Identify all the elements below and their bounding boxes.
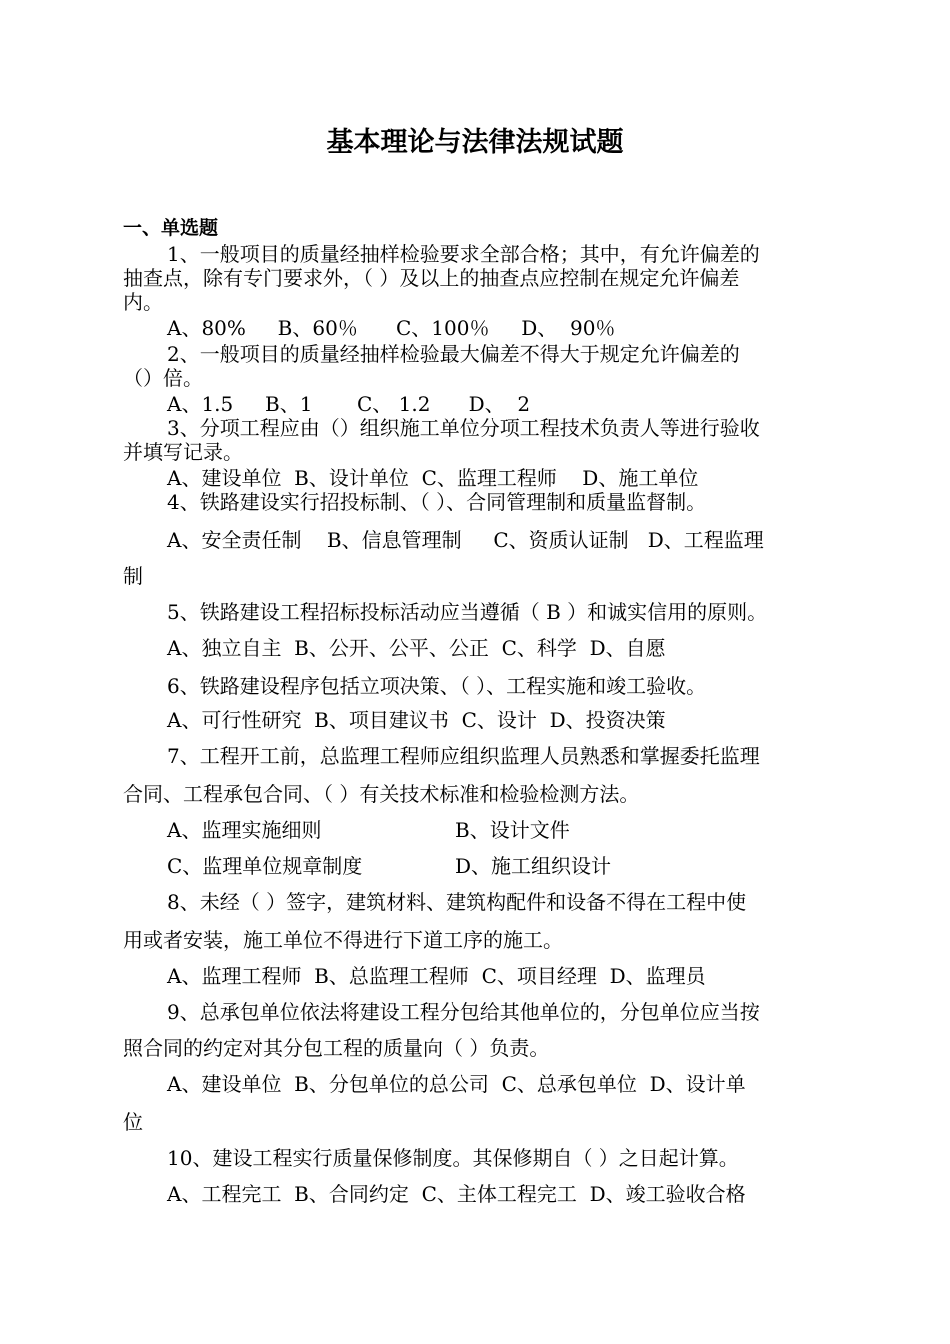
question-5-line-1: 5、铁路建设工程招标投标活动应当遵循（ B ）和诚实信用的原则。 — [167, 600, 768, 624]
question-4-options-line-1: A、安全责任制 B、信息管理制 C、资质认证制 D、工程监理 — [167, 528, 764, 552]
section-heading: 一、单选题 — [123, 217, 219, 239]
question-1-options: A、80% B、60％ C、100％ D、 90％ — [167, 316, 616, 340]
question-2-options: A、1.5 B、1 C、 1.2 D、 2 — [167, 392, 531, 416]
question-10-line-1: 10、建设工程实行质量保修制度。其保修期自（ ）之日起计算。 — [167, 1146, 739, 1170]
question-9-options-line-2: 位 — [123, 1110, 143, 1134]
question-7-option-c: C、监理单位规章制度 — [167, 854, 363, 878]
question-3-line-1: 3、分项工程应由（）组织施工单位分项工程技术负责人等进行验收 — [167, 416, 760, 440]
question-6-line-1: 6、铁路建设程序包括立项决策、（ ）、工程实施和竣工验收。 — [167, 674, 707, 698]
question-9-line-1: 9、总承包单位依法将建设工程分包给其他单位的，分包单位应当按 — [167, 1000, 760, 1024]
question-6-options: A、可行性研究 B、项目建议书 C、设计 D、投资决策 — [167, 708, 666, 732]
question-7-option-a: A、监理实施细则 — [167, 818, 322, 842]
question-5-options: A、独立自主 B、公开、公平、公正 C、科学 D、自愿 — [167, 636, 666, 660]
question-2-line-1: 2、一般项目的质量经抽样检验最大偏差不得大于规定允许偏差的 — [167, 342, 740, 366]
question-8-line-1: 8、未经（ ）签字，建筑材料、建筑构配件和设备不得在工程中使 — [167, 890, 747, 914]
question-1-line-3: 内。 — [123, 290, 163, 314]
question-1-line-2: 抽查点，除有专门要求外，（ ）及以上的抽查点应控制在规定允许偏差 — [123, 266, 740, 290]
question-7-line-1: 7、工程开工前，总监理工程师应组织监理人员熟悉和掌握委托监理 — [167, 744, 760, 768]
question-4-options-line-2: 制 — [123, 564, 143, 588]
question-7-option-b: B、设计文件 — [455, 818, 570, 842]
question-10-options: A、工程完工 B、合同约定 C、主体工程完工 D、竣工验收合格 — [167, 1182, 746, 1206]
document-title: 基本理论与法律法规试题 — [326, 127, 624, 158]
question-7-option-d: D、施工组织设计 — [455, 854, 612, 878]
question-9-line-2: 照合同的约定对其分包工程的质量向（ ）负责。 — [123, 1036, 550, 1060]
question-8-options: A、监理工程师 B、总监理工程师 C、项目经理 D、监理员 — [167, 964, 706, 988]
question-9-options-line-1: A、建设单位 B、分包单位的总公司 C、总承包单位 D、设计单 — [167, 1072, 746, 1096]
question-3-line-2: 并填写记录。 — [123, 440, 243, 464]
question-2-line-2: （）倍。 — [123, 366, 203, 390]
question-3-options: A、建设单位 B、设计单位 C、监理工程师 D、施工单位 — [167, 466, 699, 490]
question-8-line-2: 用或者安装，施工单位不得进行下道工序的施工。 — [123, 928, 563, 952]
question-4-line-1: 4、铁路建设实行招投标制、（ ）、合同管理制和质量监督制。 — [167, 490, 707, 514]
question-7-line-2: 合同、工程承包合同、（ ）有关技术标准和检验检测方法。 — [123, 782, 640, 806]
question-1-line-1: 1、一般项目的质量经抽样检验要求全部合格；其中，有允许偏差的 — [167, 242, 760, 266]
